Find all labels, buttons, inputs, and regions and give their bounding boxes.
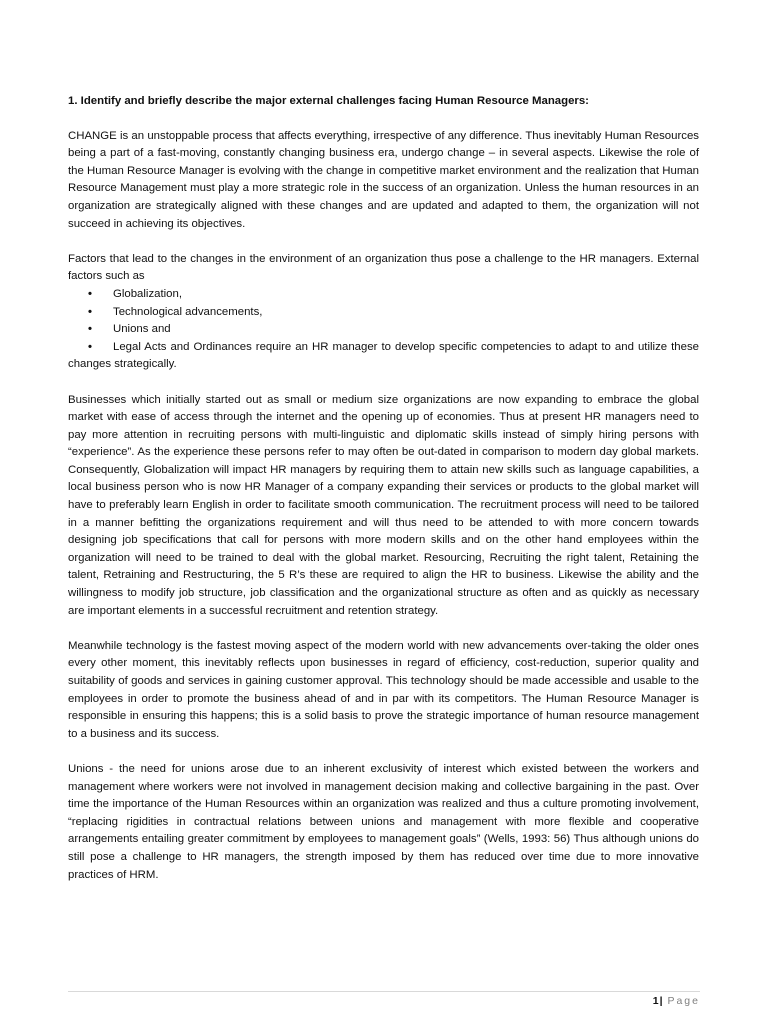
paragraph-factors-intro: Factors that lead to the changes in the environment of an organization thus pose a challenge to the HR managers. External factors such as	[68, 252, 699, 283]
page-footer	[653, 995, 700, 1007]
document-body	[68, 93, 699, 902]
list-item-unions: • Unions and	[68, 321, 699, 339]
page-label: Page	[667, 995, 700, 1007]
list-item-technology: • Technological advancements,	[68, 304, 699, 322]
footer-divider	[68, 991, 700, 992]
list-item-globalization: • Globalization,	[68, 286, 699, 304]
paragraph-globalization: Businesses which initially started out as small or medium size organizations are now expanding to embrace the global market with ease of access through the internet and the opening up of economies. Thus at present HR managers need to pay more attention in recruiting persons with multi-linguistic and diplomatic skills instead of simply hiring persons with “experience”. As the experience these persons refer to may often be out-dated in comparison to modern day global markets. Consequently, Globalization will impact HR managers by requiring them to attain new skills such as language capabilities, a local business person who is now HR Manager of a company expanding their services or products to the global market will have to preferably learn English in order to facilitate smooth communication. The recruitment process will need to be tailored in a manner befitting the organizations requirement and will thus need to be attended to with more concern towards designing job specifications that call for persons with more modern skills and on the other hand employees within the organization will need to be trained to deal with the global market. Resourcing, Recruiting the right talent, Retaining the talent, Retraining and Restructuring, the 5 R’s these are required to align the HR to business. Likewise the ability and the willingness to modify job structure, job classification and the organizational structure as often and as quickly as necessary are important elements in a successful recruitment and retention strategy.	[68, 393, 699, 617]
paragraph-technology: Meanwhile technology is the fastest moving aspect of the modern world with new advancements over-taking the older ones every other moment, this inevitably reflects upon businesses in regard of efficiency, cost-reduction, superior quality and suitability of goods and services in gaining customer approval. This technology should be made accessible and usable to the employees in order to promote the business ahead of and in par with its competitors. The Human Resource Manager is responsible in ensuring this happens; this is a solid basis to prove the strategic importance of human resource management to a business and its success.	[68, 639, 699, 740]
question-heading: 1. Identify and briefly describe the major external challenges facing Human Resource Managers:	[68, 95, 589, 107]
paragraph-change: CHANGE is an unstoppable process that affects everything, irrespective of any difference. Thus inevitably Human Resources being a part of a fast-moving, constantly changing business era, undergo change – in several aspects. Likewise the role of the Human Resource Manager is evolving with the change in competitive market environment and the realization that Human Resource Management must play a more strategic role in the success of an organization. Unless the human resources in an organization are strategically aligned with these changes and are updated and adapted to them, the organization will not succeed in achieving its objectives.	[68, 129, 699, 230]
footer-separator: |	[659, 995, 663, 1007]
external-factors-list	[68, 286, 699, 374]
list-item-legal-acts: • Legal Acts and Ordinances require an HR manager to develop specific competencies to adapt to and utilize these changes strategically.	[68, 339, 699, 374]
page-number: 1	[652, 995, 659, 1007]
paragraph-unions: Unions - the need for unions arose due to an inherent exclusivity of interest which existed between the workers and management where workers were not involved in management decision making and collective bargaining in the past. Over time the importance of the Human Resources within an organization was realized and thus a culture promoting involvement, “replacing rigidities in contractual relations between unions and management with more flexible and cooperative arrangements entailing greater commitment by employees to management goals” (Wells, 1993: 56) Thus although unions do still pose a challenge to HR managers, the strength imposed by them has reduced over time due to more innovative practices of HRM.	[68, 762, 699, 881]
